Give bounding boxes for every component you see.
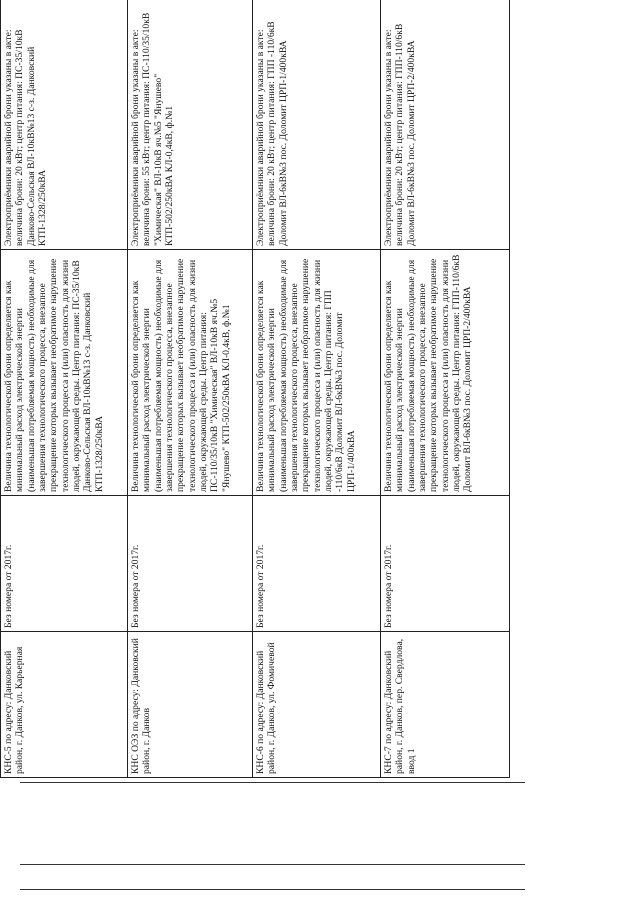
location-cell: КНС-7 по адресу: Данковский район, г. Данков, пер. Свердлова, ввод 1	[381, 632, 510, 778]
table-row	[381, 0, 510, 778]
date-note-cell: Без номера от 2017г.	[253, 496, 381, 632]
emergency-reserve-cell: Электроприёмники аварийной брони указаны в акте: величина брони: 20 кВт; центр питания: ГПП-110/6кВ Доломит ВЛ-6кВ№3 пос. Доломит ЦРП-2/400кВА	[381, 0, 510, 250]
location-cell: КНС-6 по адресу: Данковский район, г. Данков, ул. Фомичевой	[253, 632, 381, 778]
justification-cell: Величина технологической брони определяется как минимальный расход электрической энергии (наименьшая потребляемая мощность) необходимые для завершения технологического процесса, внезапное прекращение которых вызывает необратимое нарушение технологического процесса и (или) опасность для жизни людей, окружающей среды. Центр питания: ПС-35/10кВ Данково-Сельская ВЛ-10кВ№13 с-з. Данковский КТП-1328/250кВА	[1, 250, 128, 496]
table-row	[128, 0, 253, 778]
date-note-cell: Без номера от 2017г.	[1, 496, 128, 632]
table-row	[253, 0, 381, 778]
blank-line	[20, 864, 525, 865]
justification-cell: Величина технологической брони определяется как минимальный расход электрической энергии (наименьшая потребляемая мощность) необходимые для завершения технологического процесса, внезапное прекращение которых вызывает необратимое нарушение технологического процесса и (или) опасность для жизни людей, окружающей среды. Центр питания: ГПП -110/6кВ Доломит ВЛ-6кВ№3 пос. Доломит ЦРП-1/400кВА	[253, 250, 381, 496]
location-cell: КНС ОЭЗ по адресу: Данковский район, г. Данков	[128, 632, 253, 778]
blank-line	[20, 782, 525, 783]
location-cell: КНС-5 по адресу: Данковский район, г. Данков, ул. Карьерная	[1, 632, 128, 778]
table-row	[1, 0, 128, 778]
justification-cell: Величина технологической брони определяется как минимальный расход электрической энергии (наименьшая потребляемая мощность) необходимые для завершения технологического процесса, внезапное прекращение которых вызывает необратимое нарушение технологического процесса и (или) опасность для жизни людей, окружающей среды. Центр питания: ПС-110/35/10кВ "Химическая" ВЛ-10кВ яч.№5 "Янушево" КТП-502/250кВА КЛ-0,4кВ, ф.№1	[128, 250, 253, 496]
blank-line	[20, 889, 525, 890]
emergency-reserve-cell: Электроприёмники аварийной брони указаны в акте: величина брони: 20 кВт; центр питания: ГПП -110/6кВ Доломит ВЛ-6кВ№3 пос. Доломит ЦРП-1/400кВА	[253, 0, 381, 250]
emergency-reserve-cell: Электроприёмники аварийной брони указаны в акте: величина брони: 55 кВт; центр питания: ПС-110/35/10кВ "Химическая" ВЛ-10кВ яч.№5 "Янушево" КТП-502/250кВА КЛ-0,4кВ, ф.№1	[128, 0, 253, 250]
date-note-cell: Без номера от 2017г.	[128, 496, 253, 632]
justification-cell: Величина технологической брони определяется как минимальный расход электрической энергии (наименьшая потребляемая мощность) необходимые для завершения технологического процесса, внезапное прекращение которых вызывает необратимое нарушение технологического процесса и (или) опасность для жизни людей, окружающей среды. Центр питания: ГПП-110/6кВ Доломит ВЛ-6кВ№3 пос. Доломит ЦРП-2/400кВА	[381, 250, 510, 496]
date-note-cell: Без номера от 2017г.	[381, 496, 510, 632]
emergency-reserve-cell: Электроприёмники аварийной брони указаны в акте: величина брони: 20 кВт; центр питания: ПС-35/10кВ Данково-Сельская ВЛ-10кВ№13 с-з. Данковский КТП-1328/250кВА	[1, 0, 128, 250]
